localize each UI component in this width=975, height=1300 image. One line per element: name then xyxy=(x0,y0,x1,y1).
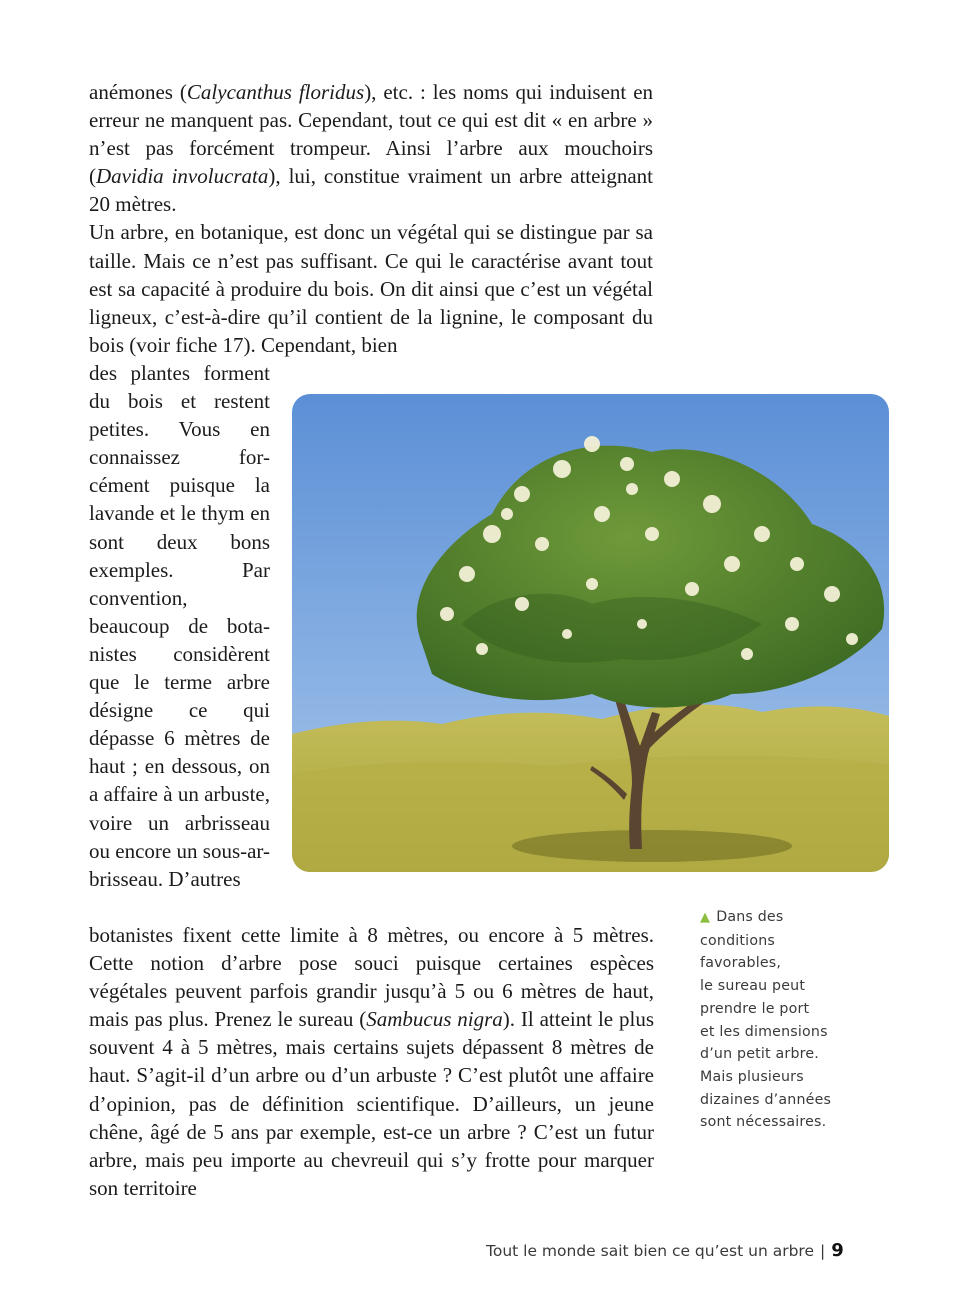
body-text-bottom xyxy=(89,921,654,1202)
text-line: végétales peuvent parfois grandir jusqu’à 5 ou 6 mètres de xyxy=(89,979,605,1004)
text-line: beaucoup de bota- xyxy=(89,613,270,638)
text-line: Cette notion d’arbre pose souci puisque certaines espèces xyxy=(89,951,654,976)
caption-line: d’un petit arbre. xyxy=(700,1046,820,1063)
text-line: par sa taille. Mais ce n’est pas suffisant. Ce qui le caractérise xyxy=(89,220,654,273)
text-line: encore un sous-ar- xyxy=(115,838,271,863)
text-line: arbre atteignant 20 mètres. xyxy=(89,164,653,217)
triangle-marker-icon: ▲ xyxy=(700,910,711,925)
text-line: lignine, le composant du bois (voir fiche 17). Cependant, bien xyxy=(89,304,654,357)
caption-line: favorables, xyxy=(700,955,782,972)
text-line: Un arbre, en botanique, est donc un végétal qui se distingue xyxy=(89,220,597,245)
paragraph-3 xyxy=(89,921,654,1202)
species-name: Davidia involucrata xyxy=(96,164,269,189)
text-line: que le terme arbre xyxy=(89,670,270,695)
text-line: Par convention, xyxy=(89,557,270,610)
paragraph-1 xyxy=(89,78,653,218)
caption-line: Dans des xyxy=(716,909,784,925)
text-line: ), etc. : les noms qui induisent xyxy=(364,80,627,104)
text-line: avant tout est sa capacité à produire du bois. On dit ainsi xyxy=(89,248,653,301)
text-line: désigne ce qui xyxy=(89,698,270,723)
elder-tree-photo xyxy=(292,394,889,872)
text-line: arbuste, voire xyxy=(89,782,270,835)
caption-line: prendre le port xyxy=(700,1000,810,1017)
text-line: scientifique. D’ailleurs, un jeune chêne, âgé de 5 ans par xyxy=(89,1091,654,1144)
running-title: Tout le monde sait bien ce qu’est un arbre xyxy=(486,1242,814,1260)
text-line: « en arbre » n’est pas forcément trompeur. Ainsi l’arbre aux xyxy=(89,108,653,161)
footer-separator: | xyxy=(819,1242,826,1260)
text-line: des plantes forment xyxy=(89,361,270,385)
photo-caption xyxy=(700,906,850,1134)
page-footer xyxy=(486,1240,844,1261)
caption-line: et les dimensions xyxy=(700,1023,828,1040)
text-line: connaissez for- xyxy=(89,445,270,470)
caption-line: conditions xyxy=(700,932,775,949)
text-line: dépassent 8 mètres de haut. S’agit-il d’un arbre ou d’un xyxy=(89,1035,655,1088)
text-line: brisseau. D’autres xyxy=(89,866,241,891)
caption-line: Mais plusieurs xyxy=(700,1068,804,1085)
text-line: que c’est un végétal ligneux, c’est-à-dire qu’il contient de la xyxy=(89,276,654,329)
page-number: 9 xyxy=(831,1240,844,1261)
text-line: un arbrisseau ou xyxy=(89,810,270,863)
text-line: arbuste ? C’est plutôt une affaire d’opinion, pas de définition xyxy=(89,1063,655,1116)
text-line: du bois et restent xyxy=(89,389,270,414)
text-line: atteint le plus souvent 4 à 5 mètres, mais certains sujets xyxy=(89,1007,654,1060)
text-line: ). Il xyxy=(502,1007,534,1032)
text-line: dépasse 6 mètres de xyxy=(89,726,270,751)
caption-line: dizaines d’années xyxy=(700,1091,832,1108)
text-line: botanistes fixent cette limite à 8 mètres, ou encore à 5 mètres. xyxy=(89,923,654,947)
body-text-narrow-column xyxy=(89,359,270,893)
text-line: exemple, est-ce un arbre ? C’est un futur arbre, mais peu xyxy=(89,1119,654,1172)
text-line: anémones ( xyxy=(89,80,187,104)
caption-line: le sureau peut xyxy=(700,978,806,995)
text-line: ), lui, constitue vraiment un xyxy=(268,164,512,189)
caption-line: sont nécessaires. xyxy=(700,1114,827,1131)
text-line: bons exemples. xyxy=(89,529,271,582)
species-name: Calycanthus floridus xyxy=(186,80,365,104)
body-text-top xyxy=(89,78,653,359)
tree-illustration xyxy=(292,394,889,872)
text-line: mouchoirs ( xyxy=(89,136,654,189)
paragraph-2 xyxy=(89,218,653,358)
species-name: Sambucus nigra xyxy=(366,1007,503,1032)
text-line: importe au chevreuil qui s’y frotte pour marquer son territoire xyxy=(89,1147,654,1200)
text-line: petites. Vous en xyxy=(89,417,270,442)
text-line: thym en sont deux xyxy=(89,501,271,554)
text-line: en erreur ne manquent pas. Cependant, tout ce qui est dit xyxy=(89,80,654,133)
text-line: nistes considèrent xyxy=(89,641,270,666)
narrow-paragraph xyxy=(89,359,270,893)
text-line: on a affaire à un xyxy=(89,754,270,807)
text-line: haut ; en dessous, xyxy=(89,754,243,779)
text-line: la lavande et le xyxy=(89,473,270,526)
text-line: cément puisque xyxy=(89,473,235,498)
text-line: haut, mais pas plus. Prenez le sureau ( xyxy=(89,979,654,1032)
